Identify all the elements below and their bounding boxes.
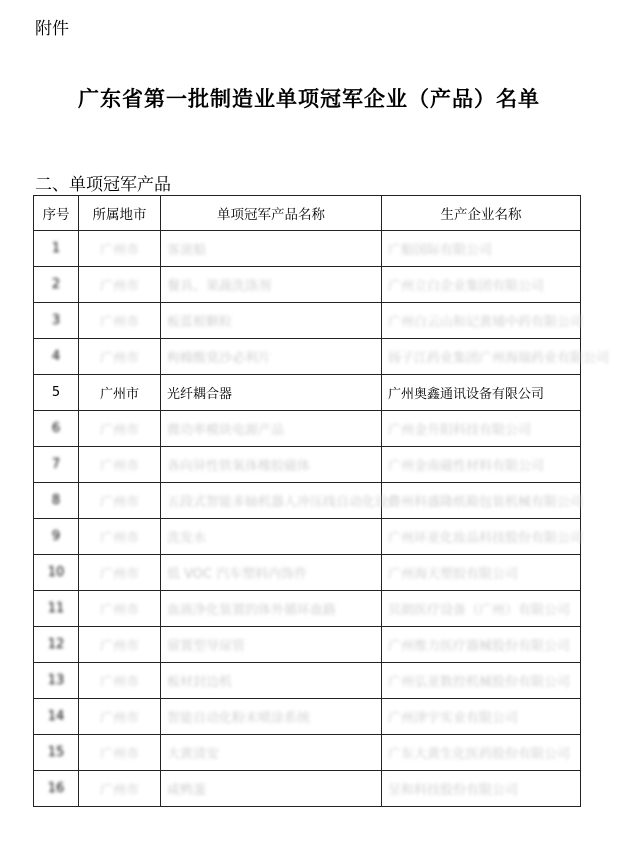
row-number-cell [34,267,79,303]
row-number-cell [34,627,79,663]
row-number-cell [34,735,79,771]
row-number-cell-text: 14 [47,709,65,724]
company-name-cell [382,699,581,735]
company-name-cell [382,231,581,267]
product-name-cell-text: 光纤耦合器 [167,387,233,402]
table-row [34,339,581,375]
row-number-cell [34,447,79,483]
row-number-cell-text: 7 [51,457,61,472]
row-number-cell [34,303,79,339]
company-name-cell [382,411,581,447]
row-number-cell [34,483,79,519]
company-name-cell-text: 广州立白企业集团有限公司 [388,279,545,294]
row-number-cell-text: 3 [51,313,61,328]
product-name-cell [161,483,402,519]
company-name-cell [382,267,581,303]
city-cell [79,699,161,735]
table-row [34,555,581,591]
document-title: 广东省第一批制造业单项冠军企业（产品）名单 [78,86,540,111]
row-number-cell-text: 16 [47,781,65,796]
row-number-cell-text: 9 [51,529,61,544]
company-name-cell [382,735,581,771]
city-cell-text: 广州市 [99,567,139,582]
company-name-cell [382,447,581,483]
city-cell [79,771,161,807]
city-cell-text: 广州市 [99,459,139,474]
row-number-cell [34,771,79,807]
row-number-cell-text: 8 [51,493,61,508]
city-cell-text: 广州市 [99,387,139,402]
product-name-cell [161,303,382,339]
product-name-cell-text: 餐具、果蔬洗涤剂 [167,279,272,294]
product-name-cell-text: 微功率模块电源产品 [167,423,285,438]
city-cell-text: 广州市 [99,315,139,330]
product-name-cell-text: 枸橼酸莫沙必利片 [167,351,272,366]
city-cell [79,267,161,303]
row-number-cell-text: 15 [47,745,65,760]
table-row [34,735,581,771]
row-number-cell [34,663,79,699]
table-row [34,627,581,663]
row-number-cell [34,519,79,555]
city-cell [79,339,161,375]
city-cell-text: 广州市 [99,243,139,258]
product-name-cell-text: 客滚船 [167,243,207,258]
city-cell [79,447,161,483]
city-cell-text: 广州市 [99,531,139,546]
product-name-cell [161,735,382,771]
product-name-cell [161,699,382,735]
product-name-cell-text: 板蓝根颗粒 [167,315,233,330]
product-name-cell [161,411,382,447]
champion-products-table [33,195,610,807]
table-row [34,699,581,735]
section-heading: 二、单项冠军产品 [35,175,171,195]
city-cell-text: 广州市 [99,711,139,726]
company-name-cell [382,663,581,699]
row-number-cell-text: 5 [51,385,61,400]
city-cell [79,555,161,591]
city-cell [79,735,161,771]
company-name-cell-text: 广州维力医疗器械股份有限公司 [388,639,571,654]
company-name-cell [382,591,581,627]
row-number-cell-text: 11 [47,601,65,616]
product-name-cell [161,555,382,591]
row-number-cell-text: 1 [51,241,61,256]
company-name-cell [382,519,584,555]
city-cell-text: 广州市 [99,423,139,438]
company-name-cell-text: 广州白云山和记黄埔中药有限公司 [388,315,584,330]
city-cell [79,483,161,519]
company-name-cell [382,339,610,375]
attachment-label: 附件 [35,19,69,39]
company-name-cell-text: 广船国际有限公司 [388,243,493,258]
product-name-cell [161,663,382,699]
company-name-cell [382,627,581,663]
table-row [34,447,581,483]
product-name-cell [161,447,382,483]
city-cell-text: 广州市 [99,639,139,654]
row-number-cell [34,555,79,591]
product-name-cell [161,627,382,663]
city-cell [79,591,161,627]
company-name-cell-text: 广东大黄生化医药股份有限公司 [388,747,571,762]
table-row [34,303,581,339]
row-number-cell-text: 13 [47,673,65,688]
table-row [34,591,581,627]
product-name-cell-text: 低 VOC 汽车塑料内饰件 [167,567,308,582]
column-header-product: 单项冠军产品名称 [161,196,382,231]
row-number-cell [34,699,79,735]
city-cell-text: 广州市 [99,351,139,366]
table-row [34,411,581,447]
city-cell [79,411,161,447]
company-name-cell-text: 广州金升阳科技有限公司 [388,423,532,438]
city-cell [79,519,161,555]
product-name-cell-text: 智能自动化粉末喷涂系统 [167,711,311,726]
company-name-cell-text: 呈和科技股份有限公司 [388,783,519,798]
city-cell-text: 广州市 [99,495,139,510]
city-cell [79,627,161,663]
product-name-cell-text: 咸鸭蛋 [167,783,207,798]
city-cell-text: 广州市 [99,783,139,798]
company-name-cell-text: 广州金南磁性材料有限公司 [388,459,545,474]
row-number-cell [34,375,79,411]
row-number-cell [34,231,79,267]
product-name-cell-text: 大黄清安 [167,747,220,762]
table-body [34,231,610,807]
row-number-cell [34,411,79,447]
city-cell-text: 广州市 [99,603,139,618]
company-name-cell-text: 广州科盛隆纸箱包装机械有限公司 [388,495,584,510]
city-cell [79,375,161,411]
city-cell-text: 广州市 [99,675,139,690]
table-header-row [34,196,581,231]
row-number-cell-text: 4 [51,349,61,364]
company-name-cell [382,375,581,411]
table-row [34,483,581,519]
product-name-cell-text: 各向异性铁氧体橡胶磁体 [167,459,311,474]
product-name-cell [161,591,382,627]
company-name-cell-text: 广州津宇实业有限公司 [388,711,519,726]
city-cell [79,663,161,699]
product-name-cell-text: 留置型导尿管 [167,639,246,654]
row-number-cell [34,591,79,627]
row-number-cell-text: 6 [51,421,61,436]
city-cell [79,231,161,267]
row-number-cell-text: 10 [47,565,65,580]
table-row [34,267,581,303]
company-name-cell-text: 贝朗医疗设备（广州）有限公司 [388,603,571,618]
company-name-cell [382,303,584,339]
table-row [34,231,581,267]
company-name-cell [382,771,581,807]
city-cell-text: 广州市 [99,747,139,762]
company-name-cell-text: 广州奥鑫通讯设备有限公司 [388,387,545,402]
company-name-cell [382,483,584,519]
table-row [34,771,581,807]
company-name-cell [382,555,581,591]
table-row [34,663,581,699]
product-name-cell-text: 五段式智能多轴机器人冲压线自动化设备 [167,495,402,510]
product-name-cell [161,375,382,411]
product-name-cell [161,231,382,267]
product-name-cell [161,771,382,807]
row-number-cell [34,339,79,375]
product-name-cell [161,339,382,375]
table-row [34,519,581,555]
table-row [34,375,581,411]
column-header-no: 序号 [34,196,79,231]
product-name-cell-text: 板材封边机 [167,675,233,690]
product-name-cell-text: 血液净化装置的体外循环血路 [167,603,337,618]
product-name-cell [161,267,382,303]
column-header-company: 生产企业名称 [382,196,581,231]
column-header-city: 所属地市 [79,196,161,231]
company-name-cell-text: 广州环亚化妆品科技股份有限公司 [388,531,584,546]
row-number-cell-text: 2 [51,277,61,292]
row-number-cell-text: 12 [47,637,65,652]
company-name-cell-text: 扬子江药业集团广州海瑞药业有限公司 [388,351,610,366]
company-name-cell-text: 广州海天塑胶有限公司 [388,567,519,582]
city-cell [79,303,161,339]
company-name-cell-text: 广州弘亚数控机械股份有限公司 [388,675,571,690]
product-name-cell-text: 洗发水 [167,531,207,546]
product-name-cell [161,519,382,555]
city-cell-text: 广州市 [99,279,139,294]
